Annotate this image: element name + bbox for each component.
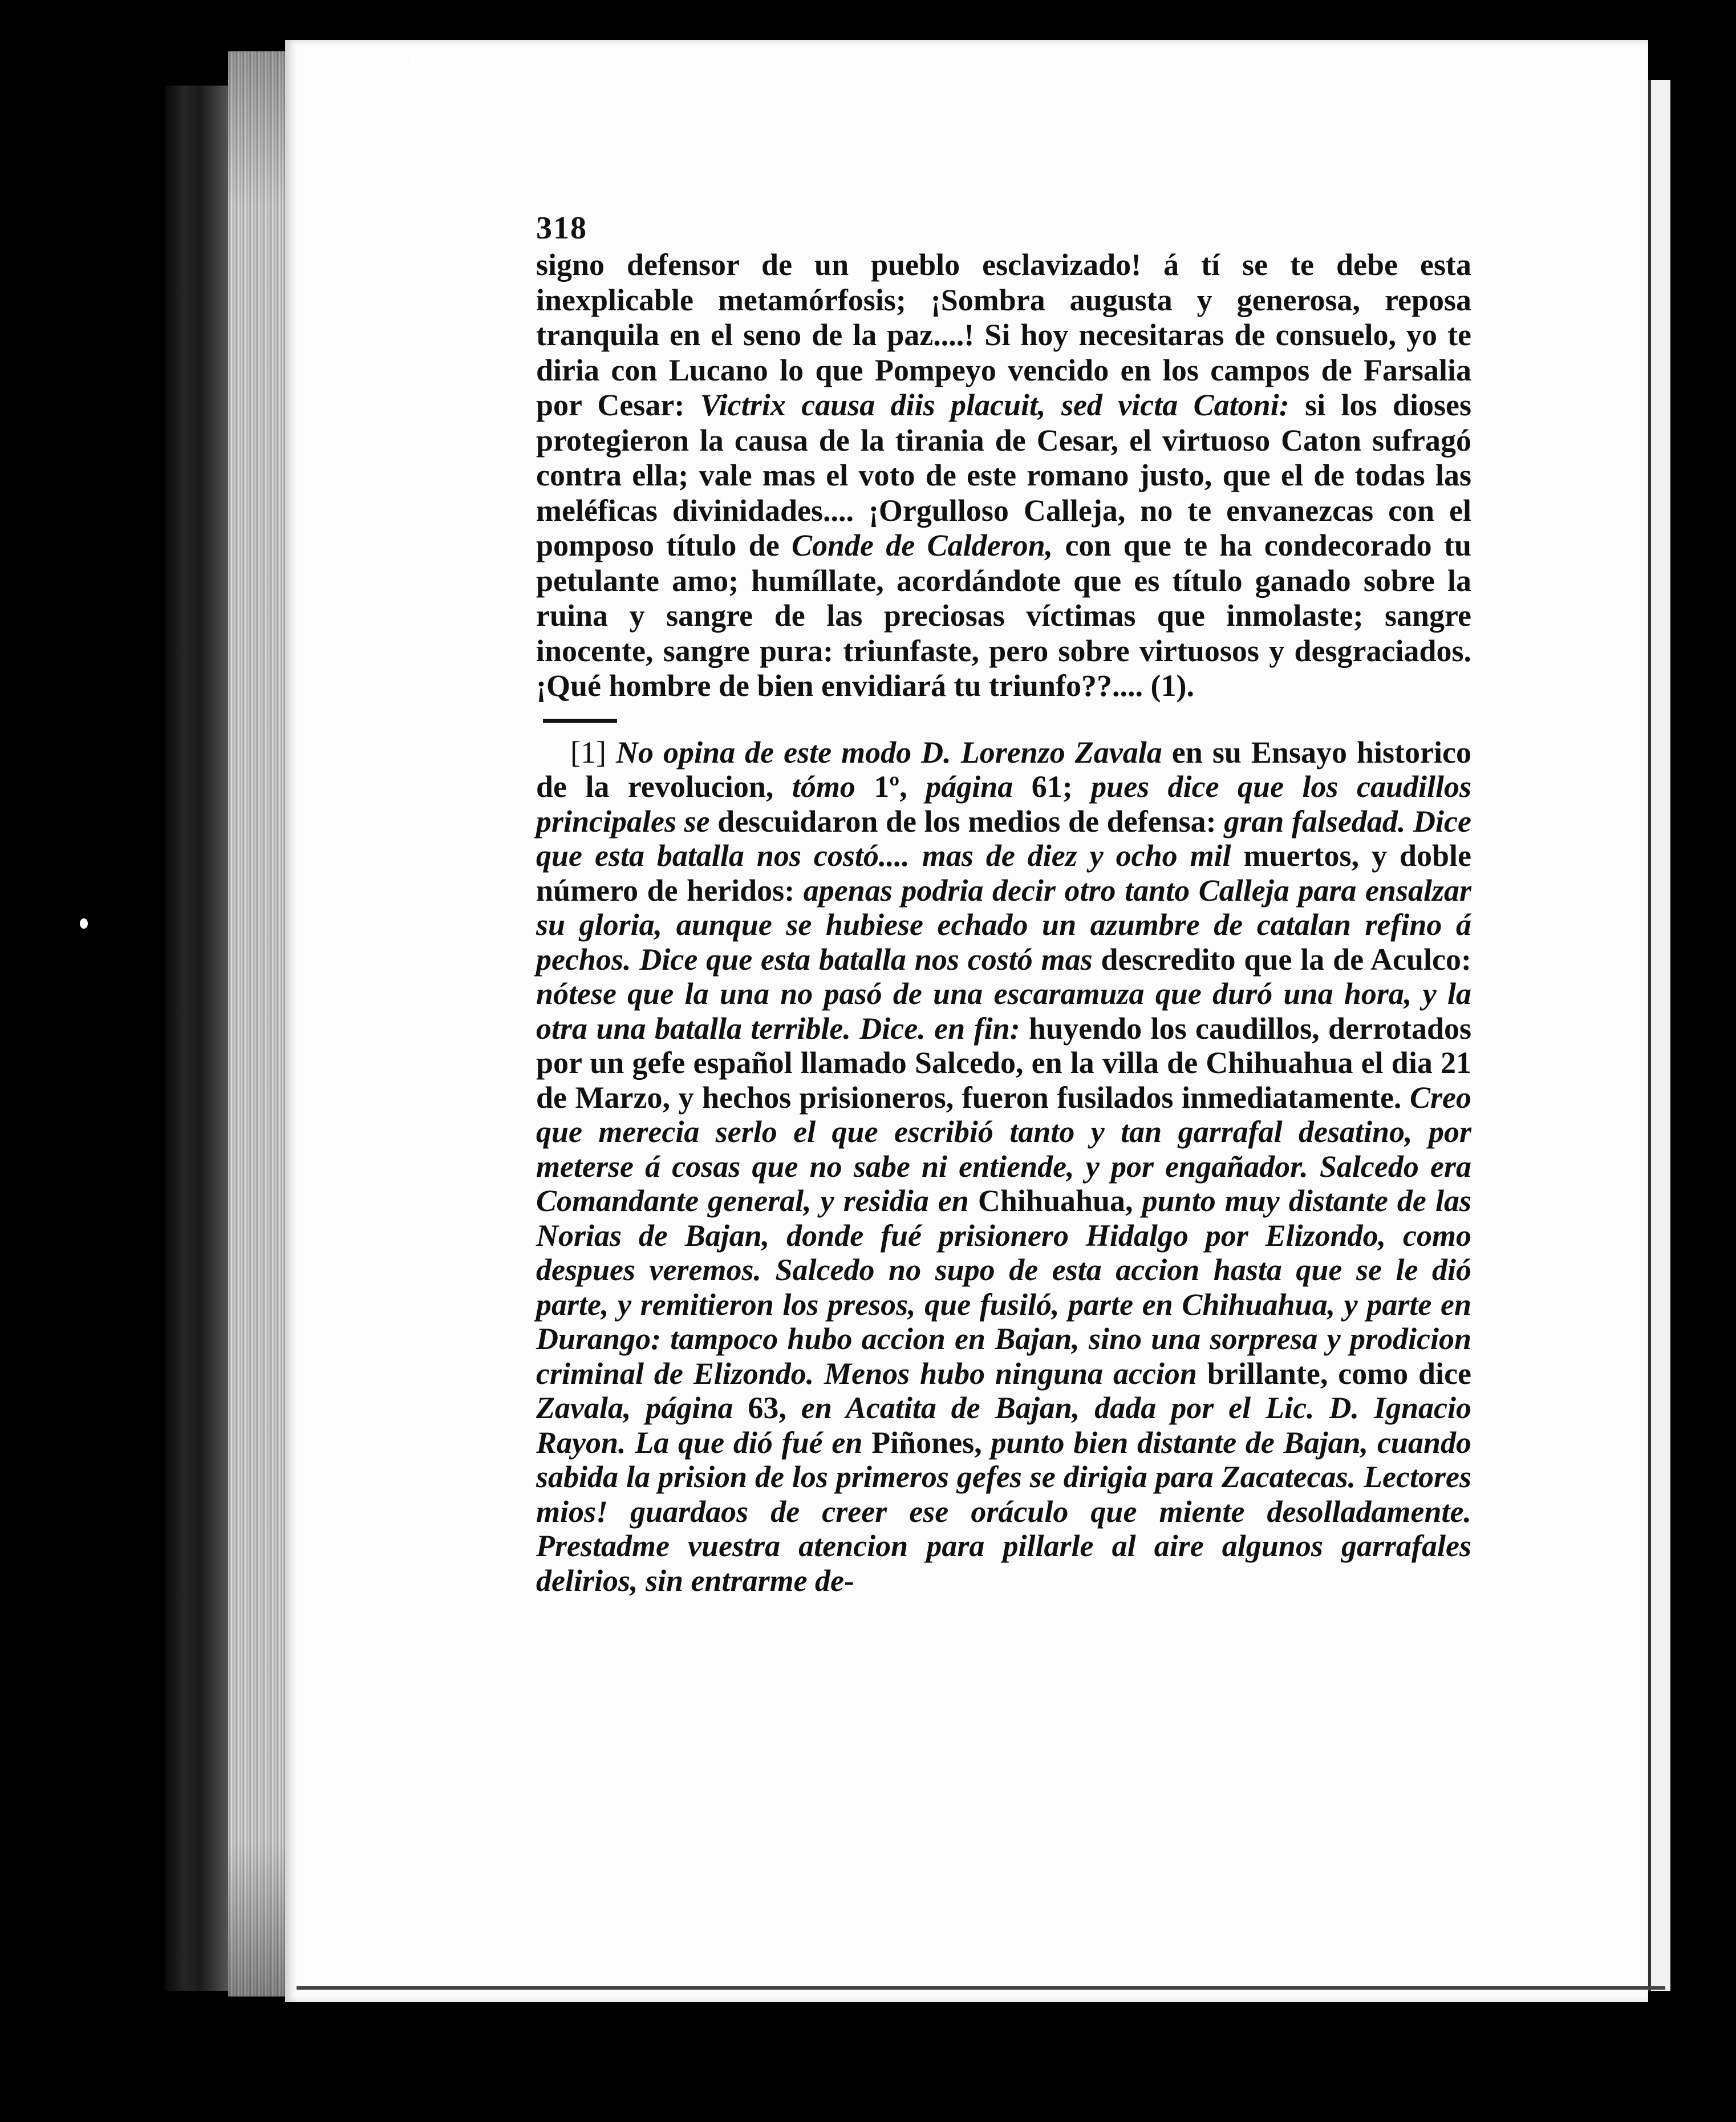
page-number: 318 bbox=[536, 210, 587, 246]
paragraph-text: si los dioses protegieron la causa de la tirania de Cesar, el virtuoso Caton sufragó contra ella; vale mas el voto de este romano justo, que el de todas las meléficas divinidades.... ¡Orgulloso Calleja, no te envanezcas con el pomposo título de bbox=[536, 388, 1471, 562]
text-block bbox=[536, 211, 1471, 1598]
speck bbox=[80, 918, 88, 929]
paragraph-text: signo defensor de un pueblo esclavizado! á tí se te debe esta inexplicable metamórfosis; ¡Sombra augusta y generosa, reposa tranquila en el seno de la paz....! Si hoy necesitaras de consuelo, yo te diria con Lucano lo que Pompeyo vencido en los campos de Farsalia por Cesar: bbox=[536, 248, 1471, 422]
latin-quote: Victrix causa diis placuit, sed victa Catoni: bbox=[700, 388, 1289, 422]
footnote-segment: huyendo los caudillos, derrotados por un gefe español llamado Salcedo, en la villa de Chihuahua el dia 21 de Marzo, y hechos prisioneros, fueron fusilados inmediatamente. bbox=[536, 1011, 1471, 1115]
page-bottom-edge bbox=[297, 1986, 1665, 1990]
footnote-marker: [1] bbox=[570, 735, 606, 770]
footnote-segment: apenas podria decir otro tanto Calleja para ensalzar su gloria, aunque se hubiese echado un azumbre de catalan refino á pechos. Dice que esta batalla nos costó mas bbox=[536, 873, 1471, 977]
footnote-segment: Chihuahua, bbox=[968, 1184, 1142, 1218]
footnote-segment: Creo que merecia serlo el que escribió tanto y tan garrafal desatino, por meterse á cosas que no sabe ni entiende, y por engañador. Salcedo era Comandante general, y residia en bbox=[536, 1080, 1471, 1218]
footnote-segment: tómo bbox=[792, 770, 855, 804]
page-edges bbox=[228, 51, 285, 1997]
title-conde: Conde de Calderon, bbox=[792, 528, 1053, 562]
facing-page-edge bbox=[1648, 80, 1670, 1991]
footnote-segment: Piñones, bbox=[862, 1425, 991, 1460]
footnote-segment: gran falsedad. Dice que esta batalla nos costó.... mas de diez y ocho mil bbox=[536, 804, 1471, 873]
footnote-segment: nótese que la una no pasó de una escaramuza que duró una hora, y la otra una batalla terrible. Dice. en fin: bbox=[536, 977, 1471, 1046]
main-paragraph bbox=[536, 248, 1471, 704]
speck bbox=[409, 57, 416, 64]
footnote-segment: brillante, como dice bbox=[1196, 1356, 1472, 1391]
book-spine-shadow bbox=[165, 86, 228, 1991]
footnote-segment: muertos, y doble número de heridos: bbox=[536, 839, 1471, 908]
footnote-segment: punto muy distante de las Norias de Bajan, donde fué prisionero Hidalgo por Elizondo, como despues veremos. Salcedo no supo de esta accion hasta que se le dió parte, y remitieron los presos, que fusiló, parte en Chihuahua, y parte en Durango: tampoco hubo accion en Bajan, sino una sorpresa y prodicion criminal de Elizondo. Menos hubo ninguna accion bbox=[536, 1184, 1471, 1391]
footnote-segment: descuidaron de los medios de defensa: bbox=[709, 804, 1224, 839]
footnote-segment: 61; bbox=[1013, 770, 1092, 804]
footnote-segment: pues dice que los caudillos principales se bbox=[536, 770, 1472, 839]
footnote-segment: No opina de este modo D. Lorenzo Zavala bbox=[616, 735, 1162, 770]
footnote-rule bbox=[543, 719, 617, 723]
footnote bbox=[536, 735, 1471, 1598]
footnote-segment: 1º, bbox=[855, 770, 926, 804]
footnote-segment: en su Ensayo historico de la revolucion, bbox=[536, 735, 1471, 804]
footnote-segment: Zavala, página bbox=[536, 1391, 733, 1425]
footnote-segment: en Acatita de Bajan, dada por el Lic. D. Ignacio Rayon. La que dió fué en bbox=[536, 1391, 1471, 1460]
footnote-segment: descredito que la de Aculco: bbox=[1092, 942, 1471, 977]
paragraph-text: con que te ha condecorado tu petulante amo; humíllate, acordándote que es título ganado sobre la ruina y sangre de las preciosas víctimas que inmolaste; sangre inocente, sangre pura: triunfaste, pero sobre virtuosos y desgraciados. ¡Qué hombre de bien envidiará tu triunfo??.... (1). bbox=[536, 528, 1471, 703]
footnote-segment: página bbox=[926, 770, 1013, 804]
footnote-segment: 63, bbox=[733, 1391, 801, 1425]
footnote-segment: punto bien distante de Bajan, cuando sabida la prision de los primeros gefes se dirigia para Zacatecas. Lectores mios! guardaos de creer ese oráculo que miente desolladamente. Prestadme vuestra atencion para pillarle al aire algunos garrafales delirios, sin entrarme de- bbox=[536, 1425, 1471, 1598]
